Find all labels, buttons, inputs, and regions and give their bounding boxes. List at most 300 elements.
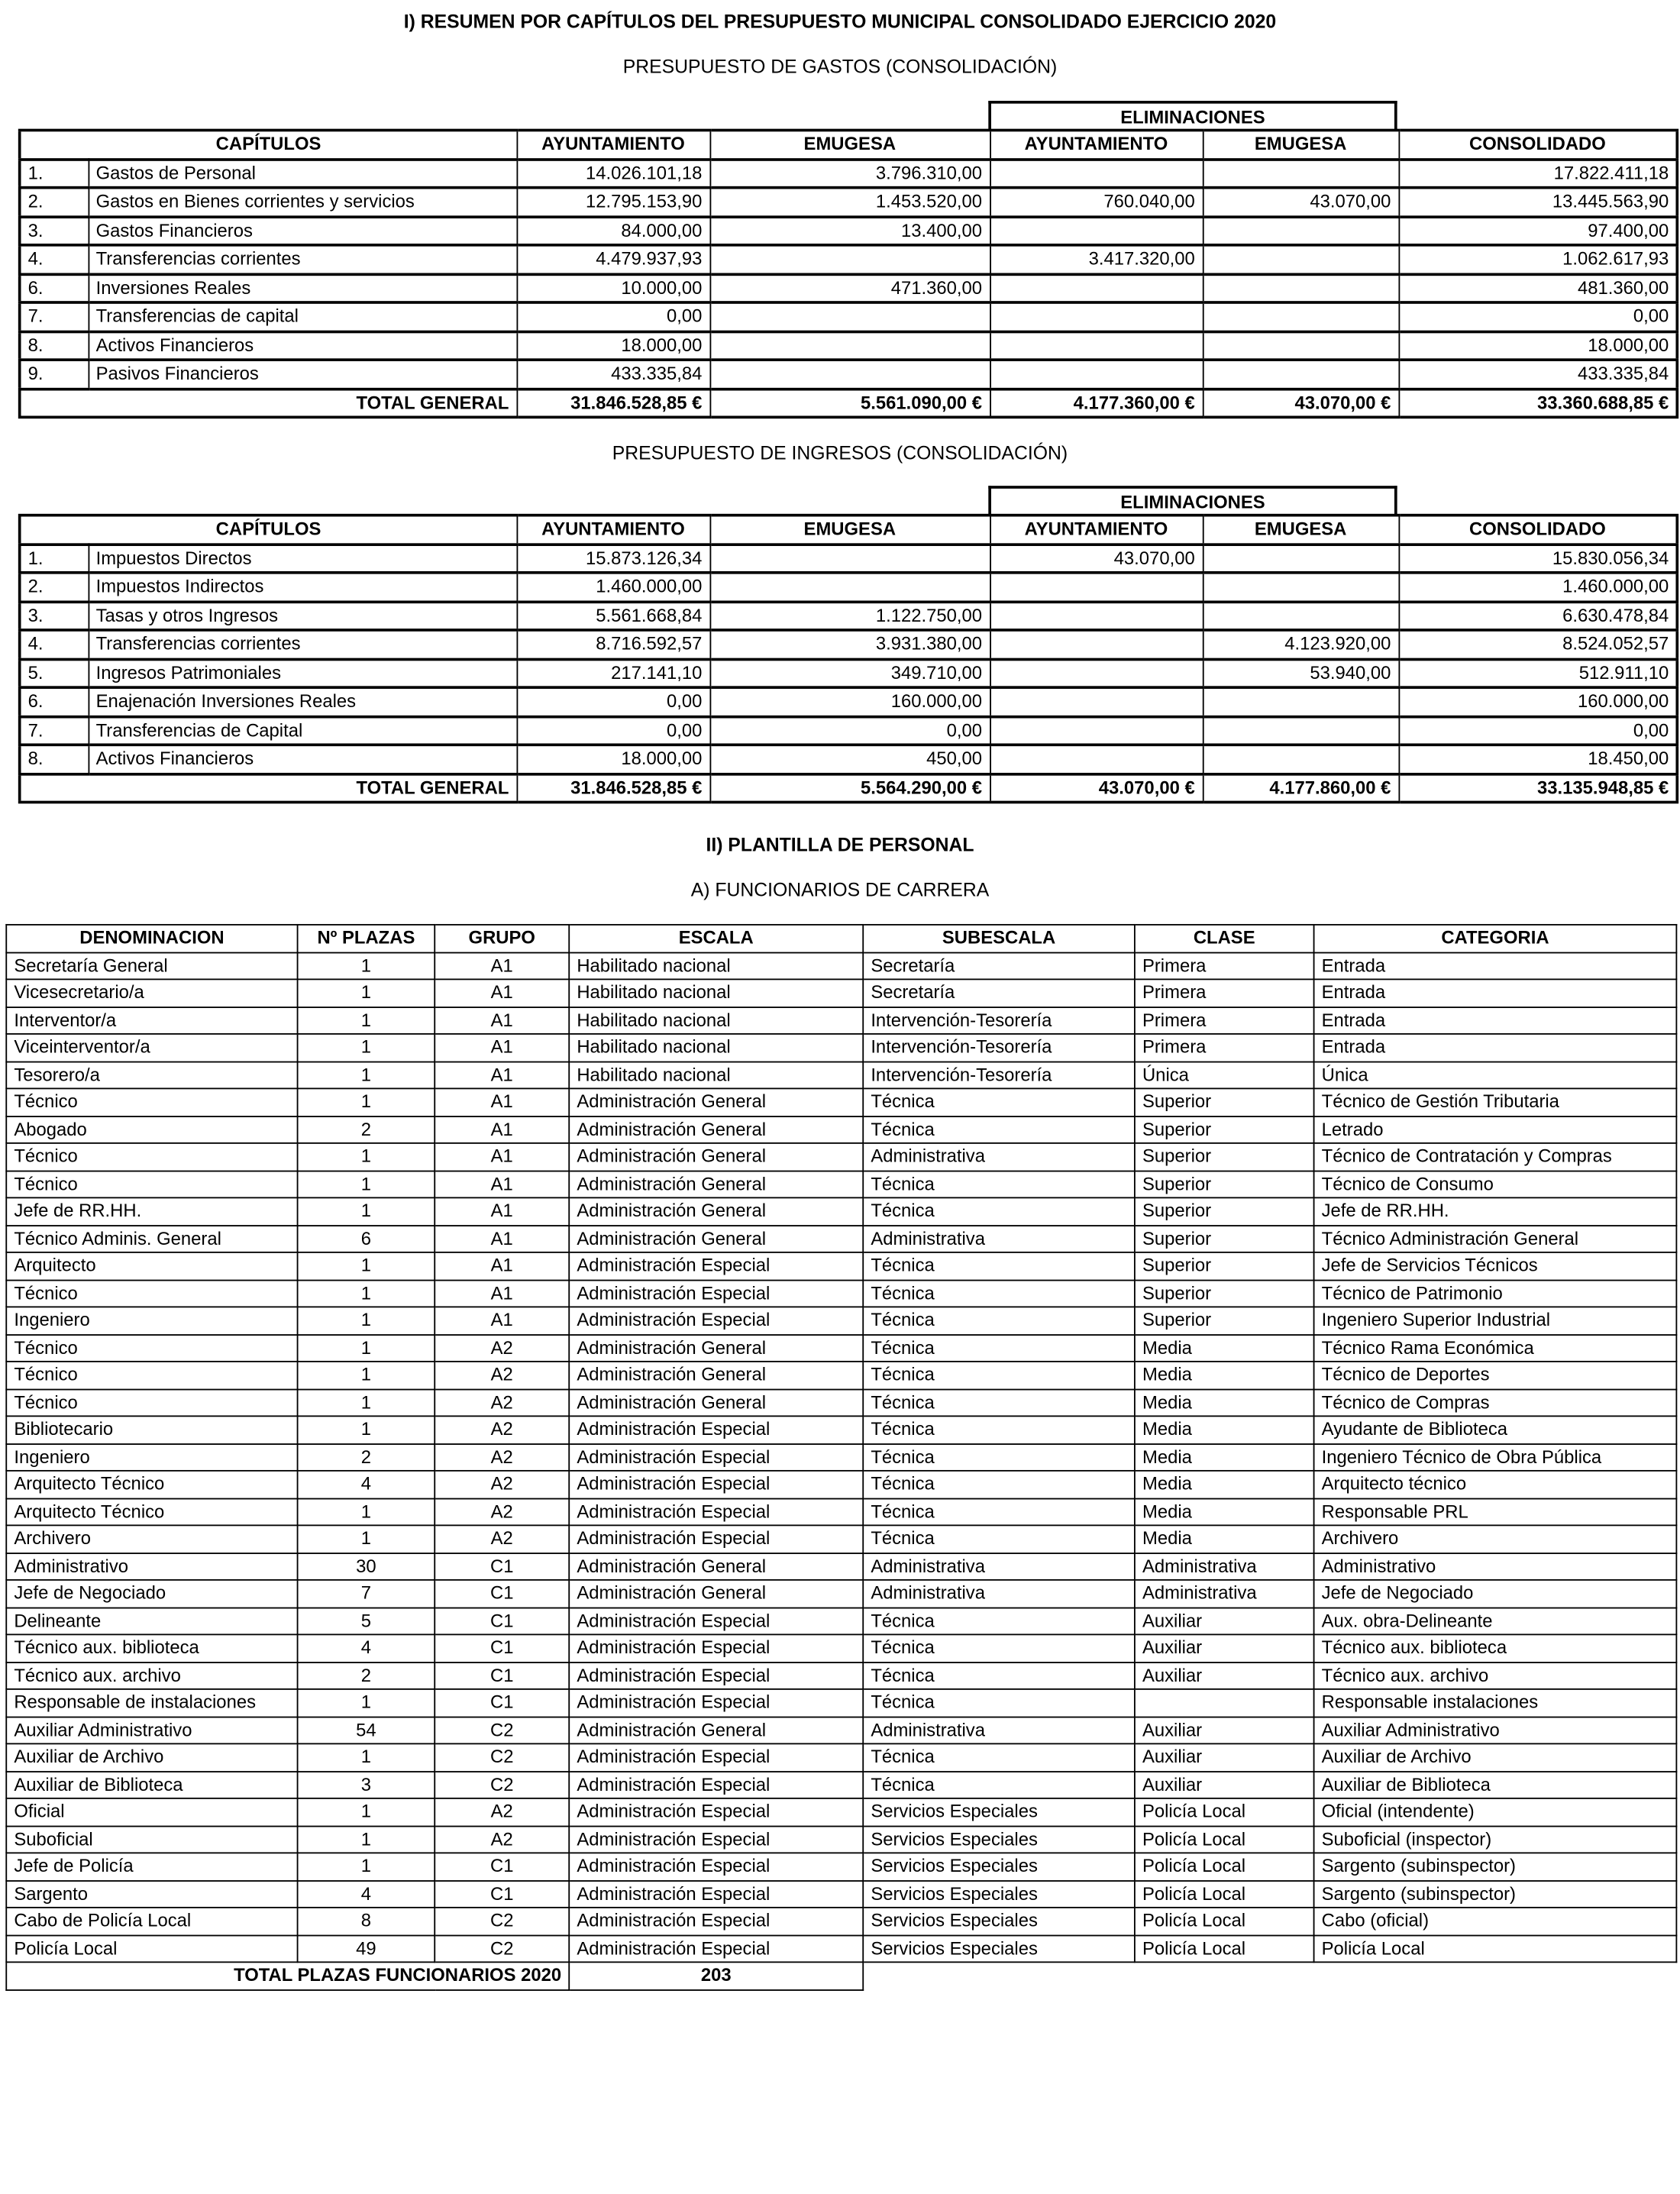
- chapter-name: Transferencias de capital: [88, 302, 516, 331]
- grupo-cell: C2: [435, 1935, 569, 1963]
- denominacion-cell: Oficial: [6, 1798, 297, 1826]
- subescala-cell: Técnica: [863, 1443, 1135, 1471]
- categoria-cell: Entrada: [1314, 1007, 1677, 1034]
- categoria-cell: Sargento (subinspector): [1314, 1880, 1677, 1908]
- subescala-cell: Técnica: [863, 1416, 1135, 1443]
- gastos-table: [18, 129, 1678, 418]
- amount-cell: 84.000,00: [516, 216, 709, 245]
- table-row: [20, 360, 1678, 389]
- table-row: [20, 573, 1678, 602]
- amount-cell: [990, 601, 1203, 630]
- grupo-cell: C1: [435, 1608, 569, 1635]
- plazas-cell: 1: [298, 1853, 435, 1880]
- subescala-cell: Intervención-Tesorería: [863, 1007, 1135, 1034]
- amount-cell: 1.460.000,00: [516, 573, 709, 602]
- plazas-cell: 5: [298, 1608, 435, 1635]
- escala-cell: Administración Especial: [569, 1743, 863, 1771]
- total-amount: 31.846.528,85 €: [516, 774, 709, 803]
- denominacion-cell: Viceinterventor/a: [6, 1034, 297, 1061]
- chapter-name: Activos Financieros: [88, 331, 516, 360]
- categoria-cell: Técnico Administración General: [1314, 1225, 1677, 1252]
- amount-cell: [1203, 573, 1399, 602]
- escala-cell: Administración Especial: [569, 1280, 863, 1307]
- chapter-number: 8.: [20, 745, 89, 774]
- categoria-cell: Técnico aux. archivo: [1314, 1662, 1677, 1689]
- plazas-cell: 2: [298, 1662, 435, 1689]
- table-row: [6, 1634, 1676, 1662]
- amount-cell: 1.453.520,00: [709, 188, 990, 217]
- clase-cell: Superior: [1135, 1088, 1314, 1116]
- plazas-cell: 7: [298, 1580, 435, 1608]
- clase-cell: Policía Local: [1135, 1935, 1314, 1963]
- ingresos-table: [18, 514, 1678, 803]
- clase-cell: Media: [1135, 1443, 1314, 1471]
- amount-cell: 3.931.380,00: [709, 630, 990, 659]
- column-header: EMUGESA: [1203, 515, 1399, 544]
- header-row: [20, 515, 1678, 544]
- chapter-name: Ingresos Patrimoniales: [88, 659, 516, 688]
- plazas-cell: 1: [298, 1007, 435, 1034]
- table-row: [6, 1689, 1676, 1717]
- grupo-cell: A1: [435, 952, 569, 980]
- amount-cell: 15.830.056,34: [1398, 544, 1677, 573]
- categoria-cell: Entrada: [1314, 979, 1677, 1007]
- amount-cell: 160.000,00: [709, 687, 990, 716]
- clase-cell: Auxiliar: [1135, 1662, 1314, 1689]
- amount-cell: [1203, 216, 1399, 245]
- escala-cell: Administración Especial: [569, 1826, 863, 1853]
- chapter-number: 1.: [20, 544, 89, 573]
- escala-cell: Administración General: [569, 1717, 863, 1744]
- total-amount: 4.177.860,00 €: [1203, 774, 1399, 803]
- plazas-cell: 1: [298, 1334, 435, 1362]
- denominacion-cell: Técnico: [6, 1334, 297, 1362]
- amount-cell: 53.940,00: [1203, 659, 1399, 688]
- amount-cell: 14.026.101,18: [516, 159, 709, 188]
- amount-cell: [1203, 302, 1399, 331]
- column-header: CATEGORIA: [1314, 925, 1677, 952]
- grupo-cell: A2: [435, 1525, 569, 1553]
- escala-cell: Administración General: [569, 1197, 863, 1225]
- plazas-cell: 1: [298, 1689, 435, 1717]
- amount-cell: 0,00: [516, 302, 709, 331]
- amount-cell: [709, 544, 990, 573]
- amount-cell: [1203, 544, 1399, 573]
- amount-cell: 10.000,00: [516, 273, 709, 302]
- grupo-cell: C2: [435, 1771, 569, 1798]
- table-row: [6, 1280, 1676, 1307]
- plazas-cell: 1: [298, 1252, 435, 1280]
- categoria-cell: Técnico de Patrimonio: [1314, 1280, 1677, 1307]
- categoria-cell: Auxiliar de Biblioteca: [1314, 1771, 1677, 1798]
- chapter-name: Gastos Financieros: [88, 216, 516, 245]
- amount-cell: 471.360,00: [709, 273, 990, 302]
- table-row: [6, 1771, 1676, 1798]
- table-row: [6, 1416, 1676, 1443]
- escala-cell: Administración Especial: [569, 1608, 863, 1635]
- plazas-cell: 1: [298, 1525, 435, 1553]
- amount-cell: 0,00: [516, 687, 709, 716]
- plazas-cell: 54: [298, 1717, 435, 1744]
- amount-cell: 160.000,00: [1398, 687, 1677, 716]
- plazas-cell: 8: [298, 1908, 435, 1935]
- clase-cell: Policía Local: [1135, 1826, 1314, 1853]
- total-amount: 4.177.360,00 €: [990, 389, 1203, 418]
- plantilla-title: II) PLANTILLA DE PERSONAL: [706, 834, 974, 856]
- chapter-number: 4.: [20, 245, 89, 274]
- subescala-cell: Técnica: [863, 1252, 1135, 1280]
- escala-cell: Administración Especial: [569, 1416, 863, 1443]
- escala-cell: Habilitado nacional: [569, 979, 863, 1007]
- clase-cell: Superior: [1135, 1252, 1314, 1280]
- escala-cell: Administración Especial: [569, 1935, 863, 1963]
- clase-cell: Superior: [1135, 1280, 1314, 1307]
- column-header: ESCALA: [569, 925, 863, 952]
- categoria-cell: Auxiliar de Archivo: [1314, 1743, 1677, 1771]
- column-header: CAPÍTULOS: [20, 515, 517, 544]
- table-row: [6, 1034, 1676, 1061]
- column-header: CAPÍTULOS: [20, 130, 517, 159]
- plazas-cell: 1: [298, 1362, 435, 1389]
- categoria-cell: Archivero: [1314, 1525, 1677, 1553]
- subescala-cell: Servicios Especiales: [863, 1853, 1135, 1880]
- total-amount: 5.564.290,00 €: [709, 774, 990, 803]
- categoria-cell: Responsable PRL: [1314, 1498, 1677, 1526]
- escala-cell: Administración General: [569, 1116, 863, 1143]
- amount-cell: 6.630.478,84: [1398, 601, 1677, 630]
- grupo-cell: A1: [435, 1225, 569, 1252]
- escala-cell: Administración Especial: [569, 1498, 863, 1526]
- grupo-cell: C1: [435, 1880, 569, 1908]
- table-row: [20, 601, 1678, 630]
- column-header: SUBESCALA: [863, 925, 1135, 952]
- amount-cell: 13.400,00: [709, 216, 990, 245]
- denominacion-cell: Responsable de instalaciones: [6, 1689, 297, 1717]
- table-row: [6, 1935, 1676, 1963]
- denominacion-cell: Auxiliar de Biblioteca: [6, 1771, 297, 1798]
- amount-cell: [990, 302, 1203, 331]
- chapter-name: Pasivos Financieros: [88, 360, 516, 389]
- subescala-cell: Intervención-Tesorería: [863, 1061, 1135, 1089]
- amount-cell: [1203, 687, 1399, 716]
- plazas-cell: 1: [298, 1034, 435, 1061]
- amount-cell: [1203, 273, 1399, 302]
- ingresos-eliminaciones-header: ELIMINACIONES: [988, 486, 1397, 515]
- amount-cell: 217.141,10: [516, 659, 709, 688]
- table-row: [6, 952, 1676, 980]
- amount-cell: 43.070,00: [990, 544, 1203, 573]
- plazas-cell: 1: [298, 979, 435, 1007]
- chapter-name: Transferencias corrientes: [88, 245, 516, 274]
- escala-cell: Administración Especial: [569, 1853, 863, 1880]
- amount-cell: [990, 159, 1203, 188]
- clase-cell: Única: [1135, 1061, 1314, 1089]
- table-row: [20, 687, 1678, 716]
- denominacion-cell: Técnico aux. biblioteca: [6, 1634, 297, 1662]
- column-header: CLASE: [1135, 925, 1314, 952]
- grupo-cell: A1: [435, 1061, 569, 1089]
- plazas-cell: 49: [298, 1935, 435, 1963]
- categoria-cell: Técnico aux. biblioteca: [1314, 1634, 1677, 1662]
- escala-cell: Habilitado nacional: [569, 952, 863, 980]
- subescala-cell: Servicios Especiales: [863, 1935, 1135, 1963]
- subescala-cell: Técnica: [863, 1280, 1135, 1307]
- amount-cell: [709, 245, 990, 274]
- denominacion-cell: Técnico Adminis. General: [6, 1225, 297, 1252]
- denominacion-cell: Técnico: [6, 1171, 297, 1198]
- escala-cell: Administración Especial: [569, 1634, 863, 1662]
- amount-cell: [709, 302, 990, 331]
- categoria-cell: Aux. obra-Delineante: [1314, 1608, 1677, 1635]
- subescala-cell: Técnica: [863, 1307, 1135, 1334]
- amount-cell: 1.062.617,93: [1398, 245, 1677, 274]
- amount-cell: [1203, 601, 1399, 630]
- column-header: AYUNTAMIENTO: [516, 130, 709, 159]
- plazas-cell: 1: [298, 1307, 435, 1334]
- clase-cell: Media: [1135, 1362, 1314, 1389]
- chapter-number: 3.: [20, 601, 89, 630]
- amount-cell: [709, 573, 990, 602]
- escala-cell: Administración General: [569, 1334, 863, 1362]
- amount-cell: 5.561.668,84: [516, 601, 709, 630]
- column-header: EMUGESA: [709, 130, 990, 159]
- table-row: [6, 1171, 1676, 1198]
- chapter-name: Activos Financieros: [88, 745, 516, 774]
- gastos-subtitle: PRESUPUESTO DE GASTOS (CONSOLIDACIÓN): [622, 56, 1058, 77]
- subescala-cell: Secretaría: [863, 952, 1135, 980]
- escala-cell: Administración Especial: [569, 1908, 863, 1935]
- amount-cell: 433.335,84: [516, 360, 709, 389]
- denominacion-cell: Interventor/a: [6, 1007, 297, 1034]
- table-row: [6, 1362, 1676, 1389]
- grupo-cell: C2: [435, 1908, 569, 1935]
- escala-cell: Habilitado nacional: [569, 1034, 863, 1061]
- amount-cell: [1203, 716, 1399, 745]
- escala-cell: Habilitado nacional: [569, 1007, 863, 1034]
- table-row: [20, 245, 1678, 274]
- amount-cell: [1203, 245, 1399, 274]
- clase-cell: Superior: [1135, 1225, 1314, 1252]
- clase-cell: Media: [1135, 1334, 1314, 1362]
- grupo-cell: A2: [435, 1471, 569, 1498]
- denominacion-cell: Sargento: [6, 1880, 297, 1908]
- denominacion-cell: Archivero: [6, 1525, 297, 1553]
- subescala-cell: Técnica: [863, 1771, 1135, 1798]
- amount-cell: 0,00: [709, 716, 990, 745]
- plazas-cell: 1: [298, 1743, 435, 1771]
- table-row: [6, 1471, 1676, 1498]
- amount-cell: [1203, 331, 1399, 360]
- categoria-cell: Jefe de Servicios Técnicos: [1314, 1252, 1677, 1280]
- escala-cell: Administración Especial: [569, 1525, 863, 1553]
- denominacion-cell: Técnico: [6, 1362, 297, 1389]
- categoria-cell: Técnico de Contratación y Compras: [1314, 1143, 1677, 1171]
- chapter-number: 6.: [20, 687, 89, 716]
- total-label: TOTAL PLAZAS FUNCIONARIOS 2020: [6, 1962, 569, 1989]
- table-row: [6, 1880, 1676, 1908]
- subescala-cell: Técnica: [863, 1743, 1135, 1771]
- escala-cell: Administración Especial: [569, 1771, 863, 1798]
- chapter-name: Inversiones Reales: [88, 273, 516, 302]
- clase-cell: [1135, 1689, 1314, 1717]
- table-row: [6, 1443, 1676, 1471]
- escala-cell: Administración Especial: [569, 1471, 863, 1498]
- categoria-cell: Jefe de RR.HH.: [1314, 1197, 1677, 1225]
- table-row: [6, 1717, 1676, 1744]
- clase-cell: Auxiliar: [1135, 1634, 1314, 1662]
- amount-cell: 18.000,00: [516, 331, 709, 360]
- total-amount: 43.070,00 €: [990, 774, 1203, 803]
- denominacion-cell: Jefe de RR.HH.: [6, 1197, 297, 1225]
- subescala-cell: Técnica: [863, 1689, 1135, 1717]
- amount-cell: 512.911,10: [1398, 659, 1677, 688]
- ingresos-subtitle: PRESUPUESTO DE INGRESOS (CONSOLIDACIÓN): [612, 442, 1068, 464]
- categoria-cell: Oficial (intendente): [1314, 1798, 1677, 1826]
- grupo-cell: A1: [435, 1252, 569, 1280]
- chapter-number: 8.: [20, 331, 89, 360]
- table-row: [20, 302, 1678, 331]
- categoria-cell: Única: [1314, 1061, 1677, 1089]
- total-row: [20, 389, 1678, 418]
- grupo-cell: A1: [435, 1034, 569, 1061]
- clase-cell: Media: [1135, 1416, 1314, 1443]
- clase-cell: Primera: [1135, 1007, 1314, 1034]
- denominacion-cell: Vicesecretario/a: [6, 979, 297, 1007]
- subescala-cell: Administrativa: [863, 1553, 1135, 1580]
- table-row: [20, 216, 1678, 245]
- denominacion-cell: Administrativo: [6, 1553, 297, 1580]
- plazas-cell: 4: [298, 1471, 435, 1498]
- subescala-cell: Técnica: [863, 1634, 1135, 1662]
- subescala-cell: Servicios Especiales: [863, 1826, 1135, 1853]
- grupo-cell: A1: [435, 979, 569, 1007]
- categoria-cell: Sargento (subinspector): [1314, 1853, 1677, 1880]
- escala-cell: Administración General: [569, 1225, 863, 1252]
- chapter-number: 1.: [20, 159, 89, 188]
- categoria-cell: Técnico de Consumo: [1314, 1171, 1677, 1198]
- amount-cell: [990, 331, 1203, 360]
- table-row: [6, 1143, 1676, 1171]
- table-row: [6, 1334, 1676, 1362]
- amount-cell: [990, 716, 1203, 745]
- gastos-eliminaciones-header: ELIMINACIONES: [988, 101, 1397, 130]
- chapter-number: 6.: [20, 273, 89, 302]
- amount-cell: 4.479.937,93: [516, 245, 709, 274]
- denominacion-cell: Secretaría General: [6, 952, 297, 980]
- amount-cell: 3.796.310,00: [709, 159, 990, 188]
- table-row: [6, 1498, 1676, 1526]
- plazas-cell: 2: [298, 1443, 435, 1471]
- column-header: DENOMINACION: [6, 925, 297, 952]
- grupo-cell: A2: [435, 1826, 569, 1853]
- plazas-cell: 1: [298, 1389, 435, 1417]
- clase-cell: Primera: [1135, 1034, 1314, 1061]
- clase-cell: Media: [1135, 1471, 1314, 1498]
- column-header: AYUNTAMIENTO: [990, 515, 1203, 544]
- subescala-cell: Administrativa: [863, 1717, 1135, 1744]
- categoria-cell: Técnico Rama Económica: [1314, 1334, 1677, 1362]
- subescala-cell: Técnica: [863, 1471, 1135, 1498]
- amount-cell: [990, 687, 1203, 716]
- clase-cell: Superior: [1135, 1307, 1314, 1334]
- denominacion-cell: Arquitecto Técnico: [6, 1498, 297, 1526]
- denominacion-cell: Cabo de Policía Local: [6, 1908, 297, 1935]
- subescala-cell: Técnica: [863, 1088, 1135, 1116]
- categoria-cell: Suboficial (inspector): [1314, 1826, 1677, 1853]
- amount-cell: [1203, 745, 1399, 774]
- amount-cell: 450,00: [709, 745, 990, 774]
- clase-cell: Superior: [1135, 1116, 1314, 1143]
- table-row: [6, 1116, 1676, 1143]
- denominacion-cell: Policía Local: [6, 1935, 297, 1963]
- amount-cell: 349.710,00: [709, 659, 990, 688]
- plazas-cell: 4: [298, 1880, 435, 1908]
- table-row: [6, 1662, 1676, 1689]
- grupo-cell: A1: [435, 1280, 569, 1307]
- column-header: GRUPO: [435, 925, 569, 952]
- denominacion-cell: Auxiliar de Archivo: [6, 1743, 297, 1771]
- clase-cell: Superior: [1135, 1197, 1314, 1225]
- grupo-cell: A2: [435, 1498, 569, 1526]
- clase-cell: Primera: [1135, 979, 1314, 1007]
- grupo-cell: A2: [435, 1362, 569, 1389]
- denominacion-cell: Delineante: [6, 1608, 297, 1635]
- grupo-cell: C1: [435, 1553, 569, 1580]
- clase-cell: Superior: [1135, 1171, 1314, 1198]
- chapter-number: 7.: [20, 716, 89, 745]
- escala-cell: Administración Especial: [569, 1798, 863, 1826]
- plantilla-subtitle: A) FUNCIONARIOS DE CARRERA: [690, 879, 990, 900]
- column-header: EMUGESA: [709, 515, 990, 544]
- total-amount: 5.561.090,00 €: [709, 389, 990, 418]
- table-row: [20, 273, 1678, 302]
- total-amount: 31.846.528,85 €: [516, 389, 709, 418]
- table-row: [20, 188, 1678, 217]
- denominacion-cell: Suboficial: [6, 1826, 297, 1853]
- plazas-cell: 2: [298, 1116, 435, 1143]
- clase-cell: Primera: [1135, 952, 1314, 980]
- categoria-cell: Administrativo: [1314, 1553, 1677, 1580]
- plazas-cell: 6: [298, 1225, 435, 1252]
- categoria-cell: Técnico de Deportes: [1314, 1362, 1677, 1389]
- table-row: [20, 544, 1678, 573]
- escala-cell: Administración General: [569, 1553, 863, 1580]
- amount-cell: 3.417.320,00: [990, 245, 1203, 274]
- subescala-cell: Técnica: [863, 1389, 1135, 1417]
- chapter-number: 5.: [20, 659, 89, 688]
- grupo-cell: A2: [435, 1334, 569, 1362]
- clase-cell: Media: [1135, 1389, 1314, 1417]
- amount-cell: 481.360,00: [1398, 273, 1677, 302]
- amount-cell: [1203, 159, 1399, 188]
- plazas-cell: 1: [298, 1280, 435, 1307]
- chapter-name: Transferencias de Capital: [88, 716, 516, 745]
- subescala-cell: Técnica: [863, 1525, 1135, 1553]
- plazas-cell: 1: [298, 1143, 435, 1171]
- subescala-cell: Técnica: [863, 1116, 1135, 1143]
- escala-cell: Administración Especial: [569, 1662, 863, 1689]
- amount-cell: 8.524.052,57: [1398, 630, 1677, 659]
- denominacion-cell: Técnico: [6, 1143, 297, 1171]
- table-row: [20, 716, 1678, 745]
- escala-cell: Habilitado nacional: [569, 1061, 863, 1089]
- grupo-cell: A2: [435, 1389, 569, 1417]
- plazas-cell: 1: [298, 1826, 435, 1853]
- table-row: [6, 1908, 1676, 1935]
- grupo-cell: C1: [435, 1689, 569, 1717]
- amount-cell: 13.445.563,90: [1398, 188, 1677, 217]
- table-row: [6, 1853, 1676, 1880]
